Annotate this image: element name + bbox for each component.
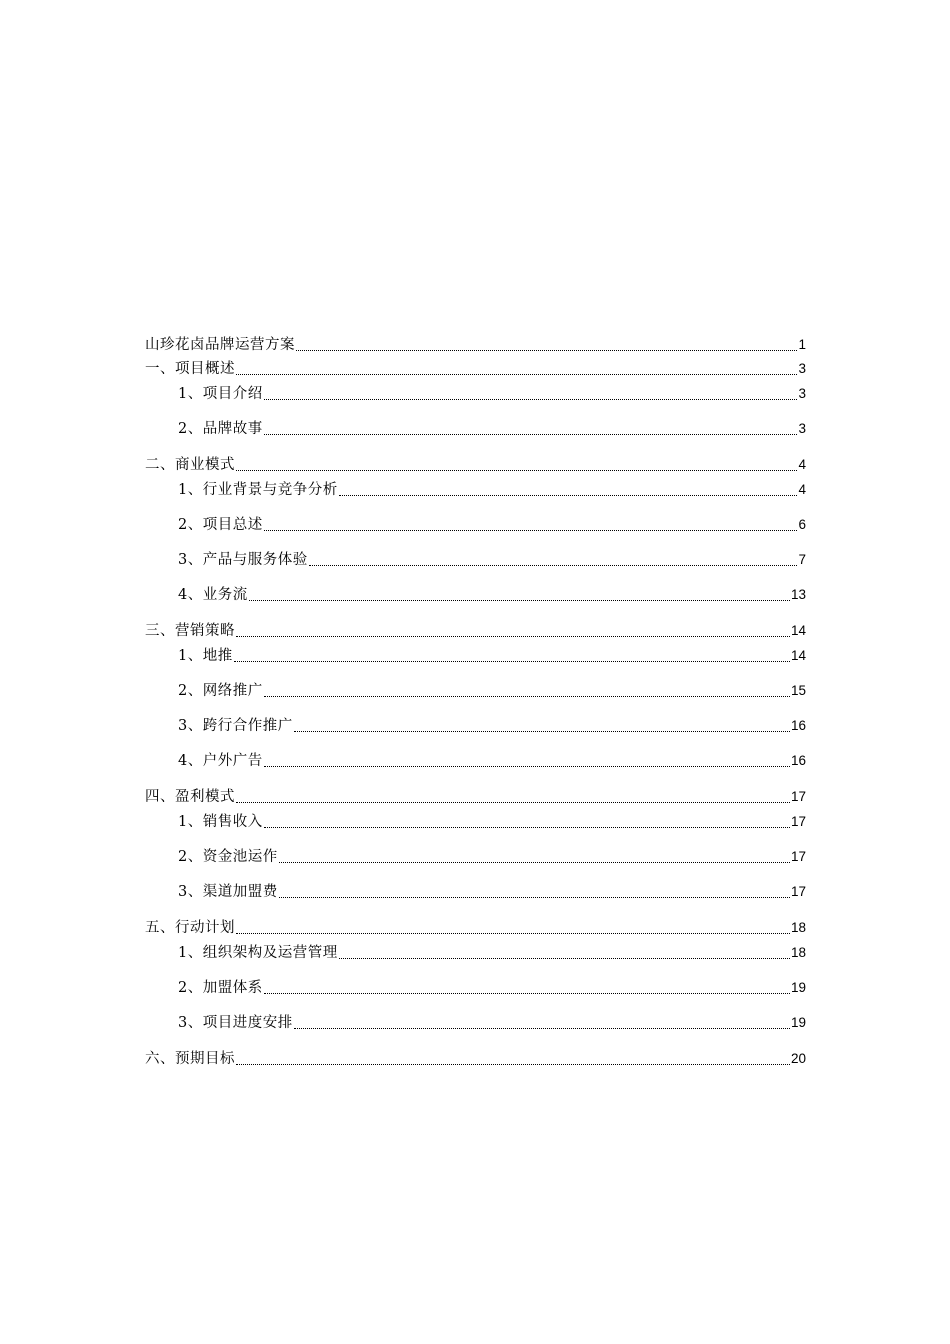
toc-entry-title: 二、商业模式 [145, 457, 235, 473]
toc-dot-leader [236, 359, 797, 379]
toc-dot-leader [294, 1013, 790, 1033]
toc-entry[interactable] [145, 716, 806, 736]
toc-entry-title: 2、项目总述 [178, 517, 263, 533]
toc-entry-page: 7 [798, 552, 806, 567]
toc-entry[interactable] [145, 882, 806, 902]
toc-entry[interactable] [145, 621, 806, 641]
toc-entry[interactable] [145, 550, 806, 570]
toc-entry-page: 18 [790, 945, 806, 960]
toc-entry-title: 五、行动计划 [145, 920, 235, 936]
toc-dot-leader [264, 751, 790, 771]
toc-entry-page: 19 [790, 1015, 806, 1030]
toc-entry[interactable] [145, 978, 806, 998]
toc-entry-title: 1、地推 [178, 648, 233, 664]
toc-entry[interactable] [145, 751, 806, 771]
toc-dot-leader [236, 787, 790, 807]
toc-entry-title: 4、户外广告 [178, 753, 263, 769]
toc-dot-leader [249, 585, 790, 605]
toc-dot-leader [236, 1049, 790, 1069]
toc-entry[interactable] [145, 918, 806, 938]
toc-entry[interactable] [145, 812, 806, 832]
toc-entry-title: 一、项目概述 [145, 361, 235, 377]
toc-entry[interactable] [145, 419, 806, 439]
toc-entry-page: 17 [790, 849, 806, 864]
toc-dot-leader [294, 716, 790, 736]
toc-entry-title: 2、品牌故事 [178, 421, 263, 437]
toc-dot-leader [236, 621, 790, 641]
toc-dot-leader [236, 455, 797, 475]
toc-dot-leader [264, 681, 790, 701]
toc-entry-page: 14 [790, 648, 806, 663]
toc-entry-title: 2、加盟体系 [178, 980, 263, 996]
toc-entry-page: 17 [790, 789, 806, 804]
toc-entry[interactable] [145, 943, 806, 963]
toc-entry-page: 13 [790, 587, 806, 602]
toc-entry-title: 1、销售收入 [178, 814, 263, 830]
toc-dot-leader [339, 480, 798, 500]
toc-dot-leader [309, 550, 798, 570]
toc-dot-leader [236, 918, 790, 938]
toc-entry-page: 6 [798, 517, 806, 532]
toc-entry-title: 1、项目介绍 [178, 386, 263, 402]
toc-dot-leader [264, 812, 790, 832]
toc-dot-leader [296, 335, 797, 355]
toc-entry-title: 1、组织架构及运营管理 [178, 945, 338, 961]
toc-entry[interactable] [145, 585, 806, 605]
toc-entry-page: 3 [798, 361, 806, 376]
toc-entry-page: 18 [790, 920, 806, 935]
toc-entry-page: 15 [790, 683, 806, 698]
toc-entry-title: 六、预期目标 [145, 1051, 235, 1067]
toc-entry-page: 16 [790, 718, 806, 733]
toc-entry[interactable] [145, 1013, 806, 1033]
toc-dot-leader [339, 943, 790, 963]
toc-entry-page: 4 [798, 482, 806, 497]
toc-entry[interactable] [145, 455, 806, 475]
toc-entry[interactable] [145, 335, 806, 355]
toc-entry-title: 四、盈利模式 [145, 789, 235, 805]
toc-entry-page: 14 [790, 623, 806, 638]
toc-entry[interactable] [145, 646, 806, 666]
toc-entry[interactable] [145, 359, 806, 379]
toc-entry-page: 3 [798, 386, 806, 401]
toc-entry-title: 1、行业背景与竞争分析 [178, 482, 338, 498]
toc-entry-title: 3、跨行合作推广 [178, 718, 293, 734]
toc-dot-leader [279, 847, 790, 867]
toc-entry-page: 16 [790, 753, 806, 768]
toc-entry[interactable] [145, 847, 806, 867]
toc-entry-page: 20 [790, 1051, 806, 1066]
toc-entry[interactable] [145, 1049, 806, 1069]
toc-entry-title: 3、项目进度安排 [178, 1015, 293, 1031]
toc-dot-leader [264, 515, 798, 535]
toc-dot-leader [264, 978, 790, 998]
toc-entry-title: 2、资金池运作 [178, 849, 278, 865]
toc-entry-page: 19 [790, 980, 806, 995]
toc-entry-title: 三、营销策略 [145, 623, 235, 639]
toc-entry-page: 17 [790, 884, 806, 899]
toc-dot-leader [264, 384, 798, 404]
toc-dot-leader [264, 419, 798, 439]
toc-entry-title: 3、产品与服务体验 [178, 552, 308, 568]
toc-dot-leader [279, 882, 790, 902]
toc-entry-title: 4、业务流 [178, 587, 248, 603]
toc-entry[interactable] [145, 787, 806, 807]
toc-entry[interactable] [145, 515, 806, 535]
toc-entry-title: 2、网络推广 [178, 683, 263, 699]
toc-entry-title: 3、渠道加盟费 [178, 884, 278, 900]
toc-entry-page: 4 [798, 457, 806, 472]
toc-entry[interactable] [145, 480, 806, 500]
toc-dot-leader [234, 646, 790, 666]
toc-entry-title: 山珍花卤品牌运营方案 [145, 337, 295, 353]
toc-entry[interactable] [145, 384, 806, 404]
toc-entry-page: 1 [798, 337, 806, 352]
toc-entry[interactable] [145, 681, 806, 701]
toc-entry-page: 3 [798, 421, 806, 436]
toc-entry-page: 17 [790, 814, 806, 829]
